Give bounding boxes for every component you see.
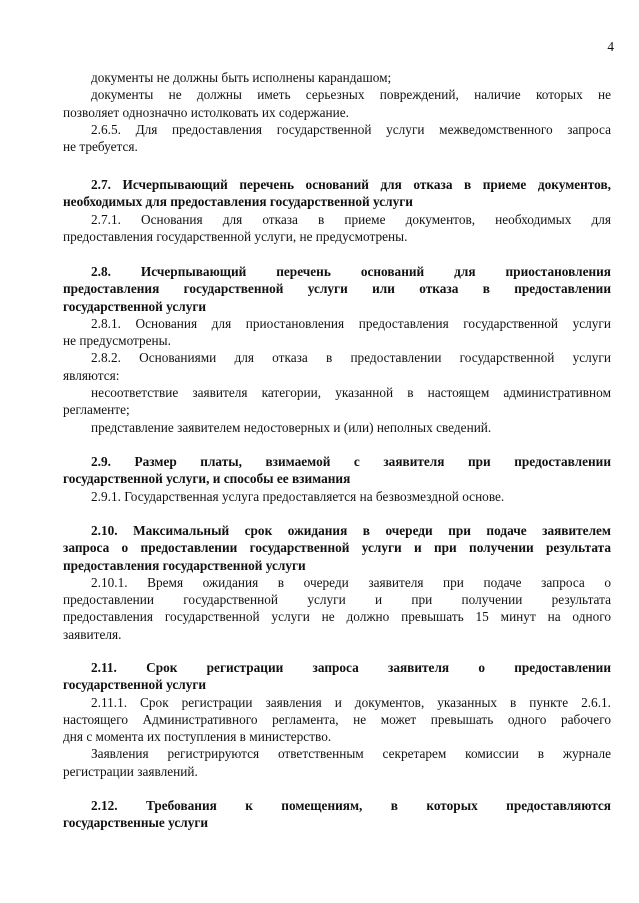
text-line: регламенте; <box>63 402 130 418</box>
text-line: заявителя. <box>63 626 122 642</box>
heading-line: государственной услуги, и способы ее взимания <box>63 471 351 487</box>
text-line: предоставления государственной услуги, не предусмотрены. <box>63 228 408 244</box>
text-line: не требуется. <box>63 139 138 155</box>
section-2-12 <box>63 797 611 832</box>
list-item-requirements <box>63 69 611 155</box>
text-line: являются: <box>63 367 120 383</box>
heading-line: предоставления государственной услуги <box>63 557 306 573</box>
heading-line: запроса о предоставлении государственной услуги и при получении результата <box>63 540 611 556</box>
text-line: предоставлении государственной услуги и при получении результата <box>63 592 611 608</box>
heading-line: предоставления государственной услуги или отказа в предоставлении <box>63 281 611 297</box>
text-line: несоответствие заявителя категории, указанной в настоящем административном <box>91 385 611 401</box>
section-2-10 <box>63 522 611 643</box>
heading-line: государственные услуги <box>63 815 209 831</box>
text-line: документы не должны быть исполнены карандашом; <box>91 70 392 85</box>
text-line: 2.11.1. Срок регистрации заявления и документов, указанных в пункте 2.6.1. <box>91 694 611 710</box>
section-2-8 <box>63 263 611 436</box>
heading-line: 2.7. Исчерпывающий перечень оснований для отказа в приеме документов, <box>91 177 611 192</box>
text-line: Заявления регистрируются ответственным секретарем комиссии в журнале <box>91 746 611 762</box>
text-line: 2.8.1. Основания для приостановления предоставления государственной услуги <box>91 315 611 331</box>
text-line: предоставления государственной услуги не должно превышать 15 минут на одного <box>63 609 611 625</box>
text-line: 2.7.1. Основания для отказа в приеме документов, необходимых для <box>91 211 611 227</box>
text-line: 2.6.5. Для предоставления государственной услуги межведомственного запроса <box>91 121 611 137</box>
heading-line: 2.10. Максимальный срок ожидания в очереди при подаче заявителем <box>91 523 611 538</box>
heading-line: 2.11. Срок регистрации запроса заявителя о предоставлении <box>91 660 611 675</box>
text-line: дня с момента их поступления в министерство. <box>63 729 332 745</box>
text-line: 2.8.2. Основаниями для отказа в предоставлении государственной услуги <box>91 350 611 366</box>
page-number: 4 <box>607 39 614 54</box>
heading-line: 2.8. Исчерпывающий перечень оснований для приостановления <box>91 264 611 279</box>
section-2-7 <box>63 176 611 245</box>
heading-line: государственной услуги <box>63 298 207 314</box>
text-line: позволяет однозначно истолковать их содержание. <box>63 104 349 120</box>
heading-line: государственной услуги <box>63 677 207 693</box>
text-line: настоящего Административного регламента, не может превышать одного рабочего <box>63 711 611 727</box>
text-line: 2.9.1. Государственная услуга предоставляется на безвозмездной основе. <box>91 488 505 504</box>
text-line: регистрации заявлений. <box>63 763 198 779</box>
text-line: не предусмотрены. <box>63 333 171 349</box>
text-line: документы не должны иметь серьезных повреждений, наличие которых не <box>91 87 611 103</box>
text-line: представление заявителем недостоверных и (или) неполных сведений. <box>91 419 492 435</box>
section-2-11 <box>63 659 611 780</box>
heading-line: 2.12. Требования к помещениям, в которых предоставляются <box>91 798 611 813</box>
section-2-9 <box>63 453 611 505</box>
text-line: 2.10.1. Время ожидания в очереди заявителя при подаче запроса о <box>91 574 611 590</box>
heading-line: необходимых для предоставления государственной услуги <box>63 194 413 210</box>
heading-line: 2.9. Размер платы, взимаемой с заявителя при предоставлении <box>91 454 611 469</box>
